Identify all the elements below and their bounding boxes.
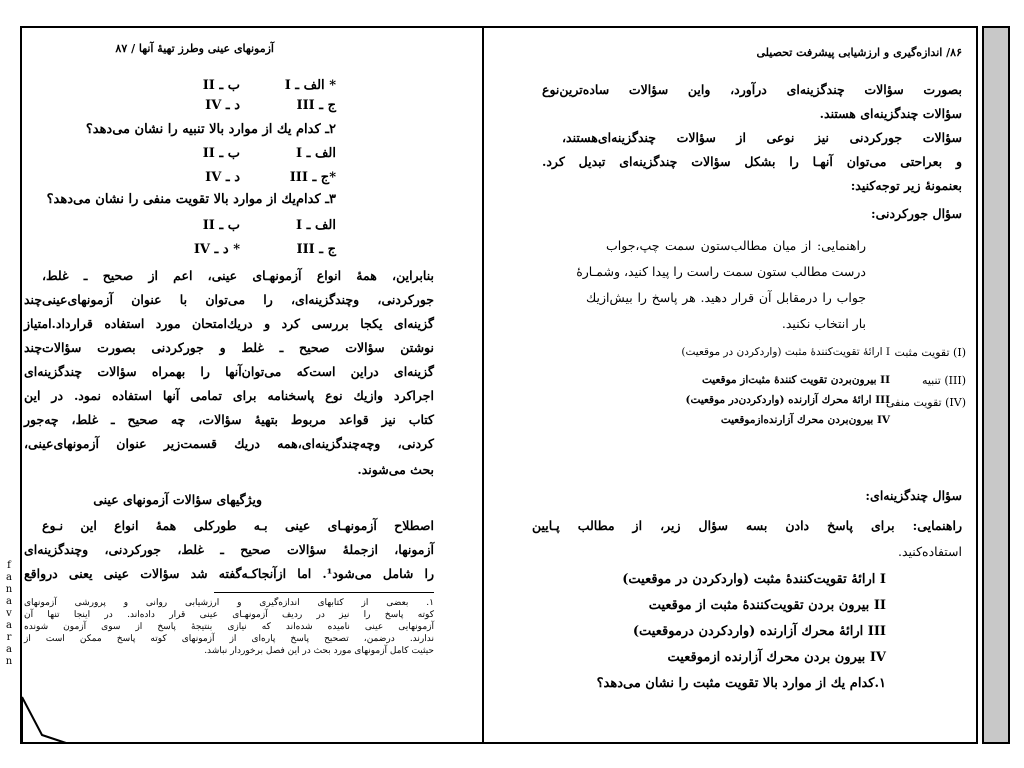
watermark-letter: r: [6, 632, 12, 643]
mc-instruction-line: استفاده‌کنید.: [898, 544, 962, 559]
option-b: د ـ IV: [205, 98, 240, 113]
option-b: * د ـ IV: [193, 242, 240, 257]
section-line: را شامل می‌شود¹. اما ازآنجاکـه‌گفته شد سؤالات عینی یعنی درواقع: [24, 566, 434, 581]
paragraph-line: بنابراین، همهٔ انواع آزمونهـای عینی، اعم از صحیح ـ غلط،: [42, 268, 434, 283]
matching-option: IV بیرون‌بردن محرك آزارنده‌ازموقعیت: [720, 414, 890, 426]
mc-item: III ارائهٔ محرك آزارنده (واردکردن درموقعیت): [632, 624, 886, 639]
footnote-line: آزمونهایی عینی نامیده شده‌اند که نیازی بنتیجهٔ پاسخ از سوی آزمون شونده: [24, 622, 434, 632]
side-strip: [982, 26, 1010, 744]
intro-line: سؤالات جورکردنی نیز نوعی از سؤالات چندگزینه‌ای‌هستند،: [562, 130, 962, 145]
matching-option: III ارائهٔ محرك آزارنده (واردکردن‌در موقعیت): [685, 394, 890, 406]
intro-line: بصورت سؤالات چندگزینه‌ای درآورد، واین سؤالات ساده‌ترین‌نوع: [542, 82, 962, 97]
left-page: [20, 26, 484, 744]
left-page-header: آزمونهای عینی وطرز تهیهٔ آنها / ۸۷: [115, 42, 274, 55]
paragraph-line: گزینه‌ای یکجا بررسی کرد و دریك‌امتحان مورد استفاده قرارداد.امتیاز: [24, 316, 434, 331]
matching-term: (III) تنبیه: [921, 374, 966, 387]
option-a: *ج ـ III: [289, 170, 336, 185]
section-line: آزمونها، ازجملهٔ سؤالات صحیح ـ غلط، جورکردنی، وچندگزینه‌ای: [24, 542, 434, 557]
option-b: ب ـ II: [202, 218, 240, 233]
matching-option: II بیرون‌بردن تقویت کنندهٔ مثبت‌از موقعیت: [702, 374, 890, 386]
intro-line: و بعراحتی می‌توان آنهـا را بشکل سؤالات چندگزینه‌ای تبدیل کرد.: [542, 154, 962, 169]
option-a: الف ـ I: [296, 218, 336, 233]
watermark-letter: a: [6, 644, 12, 655]
mc-item: II بیرون بردن تقویت‌کنندهٔ مثبت از موقعیت: [648, 598, 886, 613]
matching-instruction-line: جواب را درمقابل آن قرار دهید. هر پاسخ را بیش‌ازیك‌: [586, 290, 866, 305]
paragraph-line: کتاب نیز قواعد مربوط بتهیهٔ سؤالات، چه صحیح ـ غلط، چه‌جور: [24, 412, 434, 427]
mc-item: I ارائهٔ تقویت‌کنندهٔ مثبت (واردکردن در موقعیت): [622, 572, 886, 587]
paragraph-last-line: بحث می‌شوند.: [357, 462, 434, 477]
watermark-letter: n: [5, 584, 13, 595]
question-3: ۳ـ کدام‌یك از موارد بالا تقویت منفی را نشان می‌دهد؟: [46, 192, 336, 207]
matching-term: (I) تقویت مثبت: [894, 346, 966, 359]
option-b: ب ـ II: [202, 78, 240, 93]
option-a: ج ـ III: [296, 242, 336, 257]
footnote-divider: [214, 592, 434, 593]
question-2: ۲ـ کدام یك از موارد بالا تنبیه را نشان می‌دهد؟: [85, 122, 336, 137]
paragraph-line: کردنی، وچه‌چندگزینه‌ای،همه دریك قسمت‌زیر عنوان آزمونهای‌عینی،: [24, 436, 434, 451]
intro-line: بعنمونهٔ زیر توجه‌کنید:: [850, 178, 962, 193]
footnote-line: کوته پاسخ را نیز در ردیف آزمونهـای عینی قرار داده‌اند. در اینجا تنها آن: [24, 610, 434, 620]
option-b: ب ـ II: [202, 146, 240, 161]
matching-instruction-line: بار انتخاب نکنید.: [781, 316, 866, 331]
watermark: [2, 560, 16, 668]
page-curl-icon: [20, 695, 68, 745]
option-a: ج ـ III: [296, 98, 336, 113]
watermark-letter: f: [7, 560, 11, 571]
mc-question: ۱.کدام یك از موارد بالا تقویت مثبت را نشان می‌دهد؟: [596, 676, 886, 691]
matching-option: I ارائهٔ تقویت‌کنندهٔ مثبت (واردکردن در موقعیت): [681, 346, 890, 358]
watermark-letter: a: [6, 620, 12, 631]
matching-heading: سؤال جورکردنی:: [871, 206, 962, 221]
paragraph-line: اجراکرد وازیك نوع پاسخنامه برای تمامی آنها استفاده نمود. در این: [24, 388, 434, 403]
paragraph-line: نوشتن سؤالات صحیح ـ غلط و جورکردنی بصورت سؤالات‌چند‌: [24, 340, 434, 355]
mc-instruction-line: راهنمایی: برای پاسخ دادن بسه سؤال زیر، از مطالب پـایین: [532, 518, 962, 533]
matching-instruction-line: درست مطالب ستون سمت راست را پیدا کنید، وشمـارهٔ: [576, 264, 866, 279]
watermark-letter: n: [5, 656, 13, 667]
mc-heading: سؤال چندگزینه‌ای:: [865, 488, 962, 503]
section-line: اصطلاح آزمونهـای عینی بـه طورکلی همهٔ انواع این نـوع: [42, 518, 434, 533]
paragraph-line: جورکردنی، وچندگزینه‌ای، را می‌توان با عنوان آزمونهای‌عینی‌چند‌: [24, 292, 434, 307]
right-page-header: ۸۶/ اندازه‌گیری و ارزشیابی پیشرفت تحصیلی: [756, 46, 962, 59]
option-b: د ـ IV: [205, 170, 240, 185]
footnote-line: ۱. بعضی از کتابهای اندازه‌گیری و ارزشیابی روانی و پرورشی آزمونهای: [24, 598, 434, 608]
section-heading: ویژگیهای سؤالات آزمونهای عینی: [93, 492, 262, 507]
matching-term: (IV) تقویت منفی: [886, 396, 966, 409]
intro-line: سؤالات چندگزینه‌ای هستند.: [819, 106, 962, 121]
matching-instruction-line: راهنمایی: از میان مطالب‌ستون سمت چپ،جواب: [606, 238, 866, 253]
mc-item: IV بیرون بردن محرك آزارنده ازموقعیت: [667, 650, 886, 665]
watermark-letter: a: [6, 596, 12, 607]
footnote-line: حیثیت کامل آزمونهای مورد بحث در این فصل برخوردار نباشد.: [204, 646, 434, 656]
watermark-letter: a: [6, 572, 12, 583]
footnote-line: ندارند. درضمن، تصحیح پاسخ پاره‌ای از آزمونهای کوته پاسخ ممکن است از: [24, 634, 434, 644]
option-a: الف ـ I: [296, 146, 336, 161]
paragraph-line: گزینه‌ای دراین است‌که می‌توان‌آنها را بهمراه سؤالات چندگزینه‌ای: [24, 364, 434, 379]
option-a: * الف ـ I: [284, 78, 336, 93]
watermark-letter: v: [6, 608, 12, 619]
right-page: [484, 26, 978, 744]
